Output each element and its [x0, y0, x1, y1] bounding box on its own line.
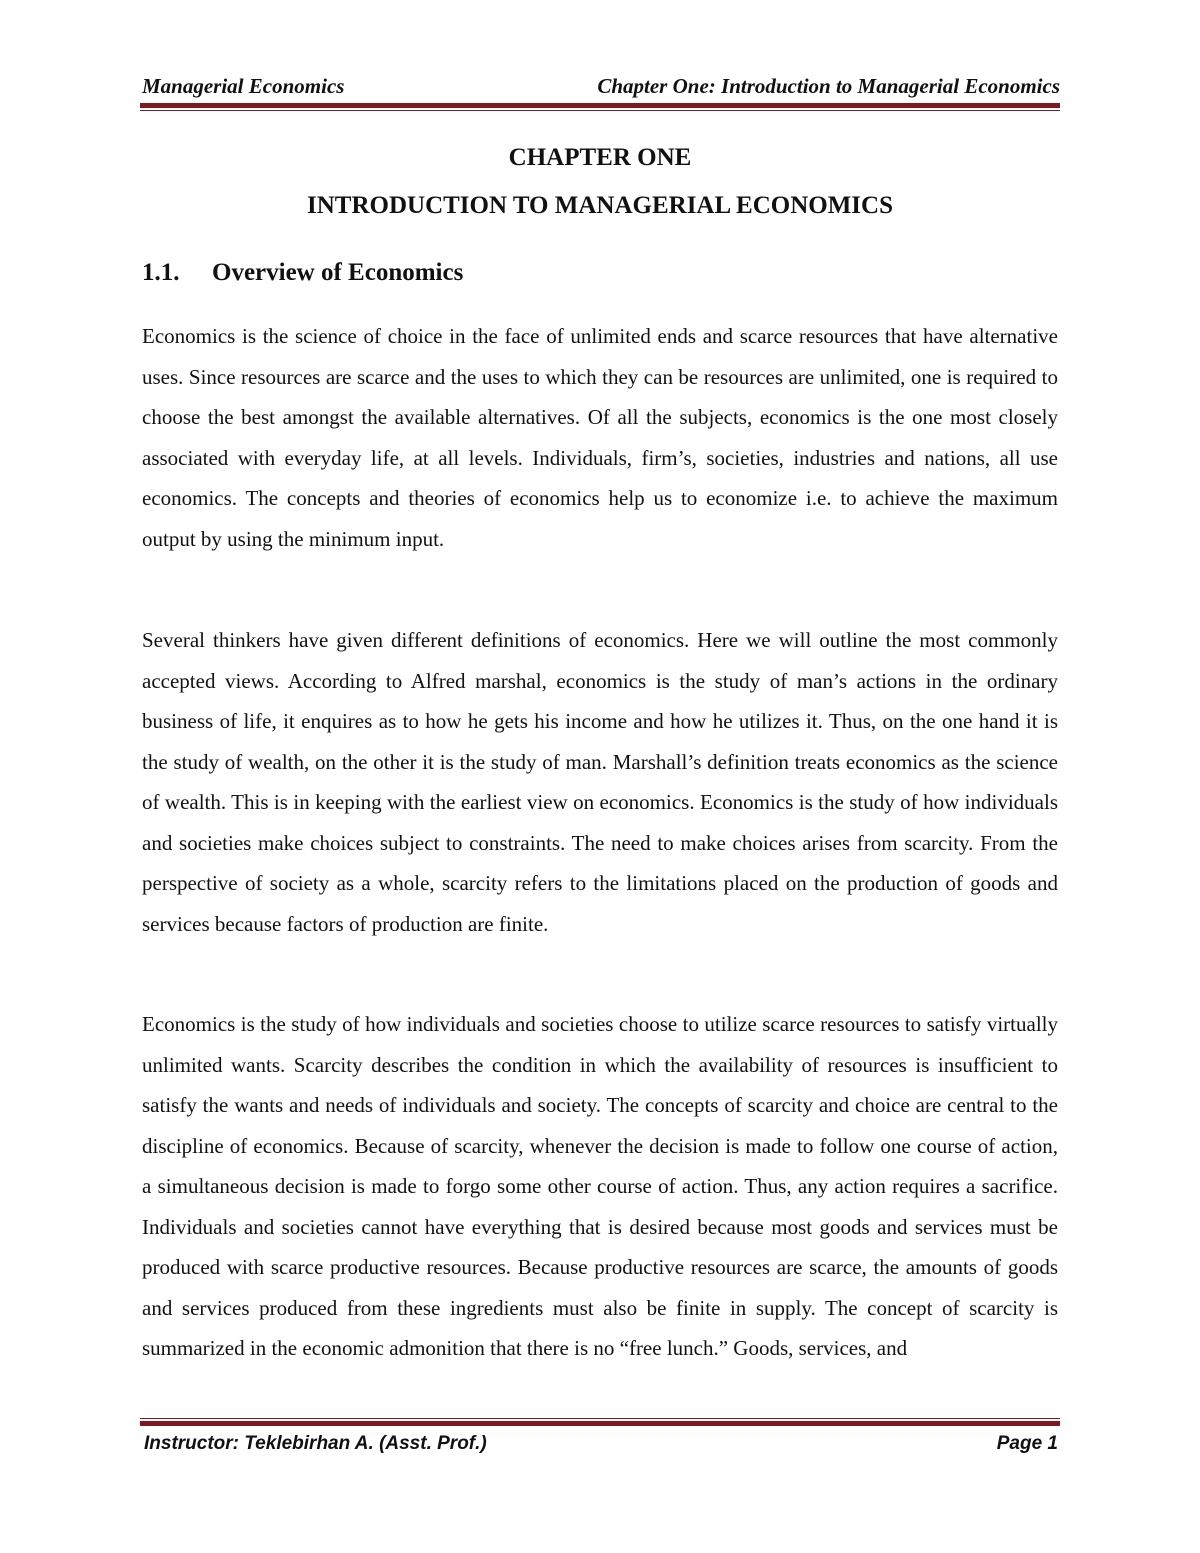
chapter-title: CHAPTER ONE [508, 144, 692, 171]
footer-instructor: Instructor: Teklebirhan A. (Asst. Prof.) [144, 1433, 487, 1454]
section-title: Overview of Economics [212, 259, 464, 286]
section-heading [142, 255, 1062, 291]
page-header [140, 70, 1060, 102]
section-number: 1.1. [142, 259, 180, 286]
chapter-subtitle: INTRODUCTION TO MANAGERIAL ECONOMICS [307, 192, 893, 219]
footer-rule-thick [140, 1421, 1060, 1426]
paragraph-scarcity-choice: Economics is the study of how individuals and societies choose to utilize scarce resources to satisfy virtually unlimited wants. Scarcity describes the condition in which the availability of resources is insufficient to satisfy the wants and needs of individuals and society. The concepts of scarcity and choice are central to the discipline of economics. Because of scarcity, whenever the decision is made to follow one course of action, a simultaneous decision is made to forgo some other course of action. Thus, any action requires a sacrifice. Individuals and societies cannot have everything that is desired because most goods and services must be produced with scarce productive resources. Because productive resources are scarce, the amounts of goods and services produced from these ingredients must also be finite in supply. The concept of scarcity is summarized in the economic admonition that there is no “free lunch.” Goods, services, and [142, 1012, 1058, 1360]
footer-rule-thin [140, 1418, 1060, 1419]
header-course-title: Managerial Economics [142, 74, 345, 98]
header-chapter-title: Chapter One: Introduction to Managerial Economics [597, 74, 1060, 98]
page-footer [140, 1428, 1060, 1460]
footer-page-number: Page 1 [996, 1433, 1058, 1454]
header-rule-thick [140, 103, 1060, 108]
header-rule-thin [140, 110, 1060, 111]
paragraph-thinkers-definitions: Several thinkers have given different definitions of economics. Here we will outline the most commonly accepted views. According to Alfred marshal, economics is the study of man’s actions in the ordinary business of life, it enquires as to how he gets his income and how he utilizes it. Thus, on the one hand it is the study of wealth, on the other it is the study of man. Marshall’s definition treats economics as the science of wealth. This is in keeping with the earliest view on economics. Economics is the study of how individuals and societies make choices subject to constraints. The need to make choices arises from scarcity. From the perspective of society as a whole, scarcity refers to the limitations placed on the production of goods and services because factors of production are finite. [142, 628, 1058, 936]
paragraph-economics-definition: Economics is the science of choice in the face of unlimited ends and scarce resources that have alternative uses. Since resources are scarce and the uses to which they can be resources are unlimited, one is required to choose the best amongst the available alternatives. Of all the subjects, economics is the one most closely associated with everyday life, at all levels. Individuals, firm’s, societies, industries and nations, all use economics. The concepts and theories of economics help us to economize i.e. to achieve the maximum output by using the minimum input. [142, 324, 1058, 551]
